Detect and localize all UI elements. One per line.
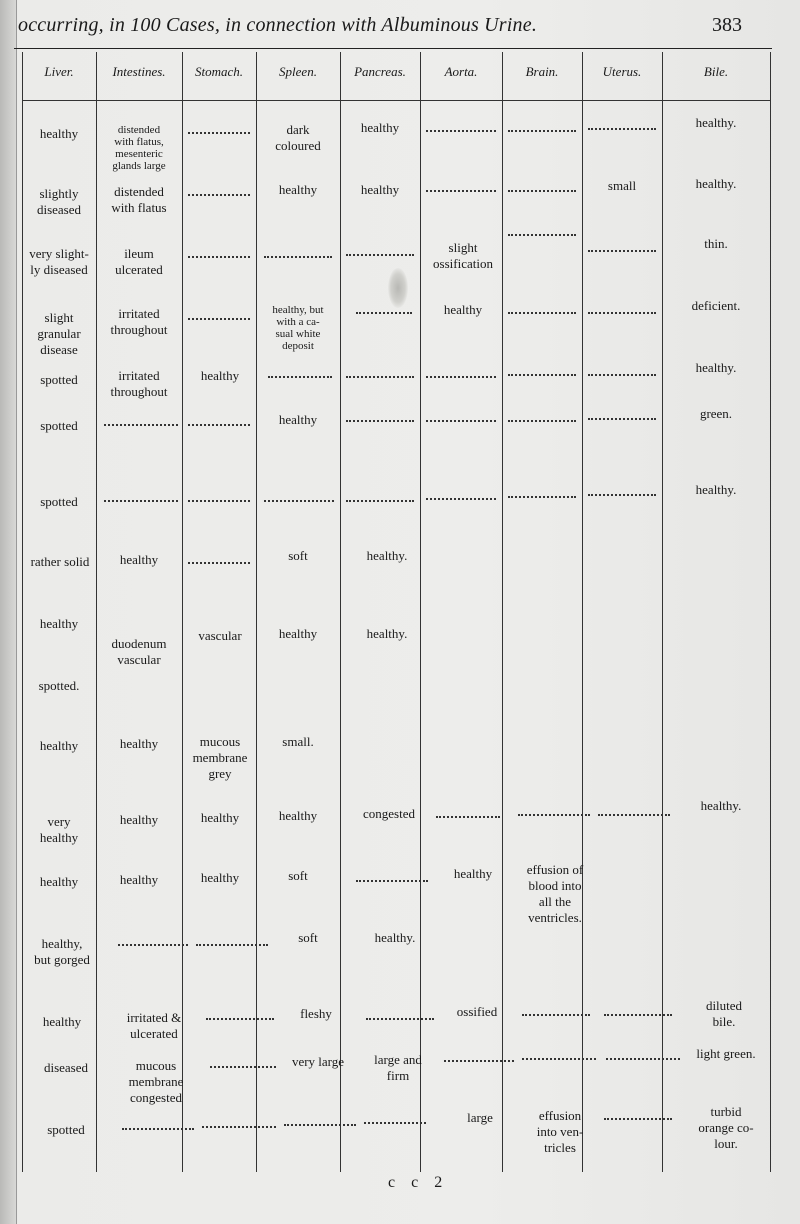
ditto-dots [604,1118,672,1120]
cell-line: membrane [192,750,248,765]
cell-spleen [258,122,338,154]
ditto-dots [426,376,496,378]
ditto-dots [188,256,250,258]
ditto-dots [346,500,414,502]
cell-line: mesenteric [115,148,163,160]
cell-liver: rather solid [30,554,90,569]
ditto-dots [588,128,656,130]
cell-line: slightly [39,186,79,201]
ditto-dots [118,944,188,946]
header-rule [22,100,770,101]
cell-intestines [112,1058,200,1106]
cell-intestines [98,636,180,668]
page-number: 383 [712,14,742,36]
ditto-dots [588,250,656,252]
cell-liver: spotted [40,372,78,387]
cell-bile: healthy. [695,115,737,130]
cell-liver [22,246,96,278]
ditto-dots [508,420,576,422]
cell-line: diseased [36,202,82,217]
cell-line: membrane [128,1074,184,1089]
cell-line: diluted [705,998,743,1013]
ditto-dots [202,1126,276,1128]
page-heading: occurring, in 100 Cases, in connection with Albuminous Urine. [18,14,538,36]
cell-aorta: healthy [453,866,493,881]
cell-liver: spotted [47,1122,85,1137]
column-rule [22,52,23,1172]
cell-line: ulcerated [115,262,163,277]
cell-line: duodenum [111,636,167,651]
book-binding [0,0,17,1224]
ditto-dots [188,424,250,426]
cell-line: effusion [538,1108,582,1123]
cell-stomach: healthy [200,810,240,825]
column-rule [182,52,183,1172]
column-rule [256,52,257,1172]
cell-line: orange co- [698,1120,754,1135]
cell-liver: healthy [42,1014,82,1029]
ditto-dots [598,814,670,816]
cell-pancreas: healthy. [366,626,408,641]
column-rule [770,52,771,1172]
cell-line: vascular [117,652,161,667]
cell-pancreas: healthy [360,182,400,197]
cell-line: ly diseased [30,262,88,277]
ditto-dots [606,1058,680,1060]
ditto-dots [508,130,576,132]
column-header-aorta: Aorta. [444,64,478,79]
column-rule [662,52,663,1172]
cell-liver: spotted [40,418,78,433]
cell-uterus: small [607,178,637,193]
cell-bile: healthy. [695,176,737,191]
column-rule [340,52,341,1172]
cell-line: tricles [544,1140,576,1155]
cell-spleen: soft [298,930,318,945]
cell-intestines: healthy [119,872,159,887]
cell-bile: healthy. [695,360,737,375]
cell-line: distended [114,184,164,199]
ditto-dots [588,418,656,420]
ditto-dots [588,494,656,496]
cell-line: healthy, [41,936,83,951]
ditto-dots [104,500,178,502]
ditto-dots [518,814,590,816]
column-header-uterus: Uterus. [602,64,642,79]
cell-line: but gorged [34,952,90,967]
cell-liver [24,186,94,218]
cell-line: grey [208,766,232,781]
ditto-dots [444,1060,514,1062]
cell-line: dark [286,122,310,137]
column-header-bile: Bile. [703,64,729,79]
cell-bile: healthy. [700,798,742,813]
cell-line: healthy [39,830,79,845]
column-header-stomach: Stomach. [194,64,244,79]
cell-line: effusion of [526,862,584,877]
ditto-dots [188,562,250,564]
cell-stomach: vascular [198,628,242,643]
ditto-dots [268,376,332,378]
cell-bile: light green. [696,1046,756,1061]
cell-line: granular [37,326,81,341]
cell-line: slight [44,310,74,325]
ditto-dots [426,130,496,132]
cell-bile: thin. [704,236,728,251]
cell-intestines [98,184,180,216]
cell-line: slight [448,240,478,255]
cell-bile: deficient. [691,298,741,313]
cell-intestines [98,306,180,338]
cell-line: throughout [110,322,168,337]
cell-spleen: healthy [278,808,318,823]
ditto-dots [196,944,268,946]
cell-line: irritated [118,306,160,321]
cell-intestines [98,124,180,172]
ditto-dots [188,194,250,196]
ditto-dots [426,190,496,192]
ditto-dots [604,1014,672,1016]
cell-spleen [258,304,338,352]
top-rule [14,48,772,49]
cell-line: with a ca- [276,316,320,328]
column-header-liver: Liver. [44,64,74,79]
ditto-dots [210,1066,276,1068]
cell-intestines: healthy [119,552,159,567]
cell-aorta: large [467,1110,493,1125]
cell-line: with flatus [111,200,167,215]
cell-line: all the [538,894,572,909]
ditto-dots [588,312,656,314]
cell-aorta: ossified [456,1004,498,1019]
cell-liver: healthy [39,874,79,889]
cell-line: large and [374,1052,422,1067]
cell-aorta: healthy [443,302,483,317]
cell-line: lour. [714,1136,738,1151]
cell-liver: spotted [40,494,78,509]
cell-line: mucous [135,1058,177,1073]
ditto-dots [356,880,428,882]
ditto-dots [284,1124,356,1126]
ditto-dots [508,374,576,376]
ditto-dots [346,420,414,422]
cell-line: mucous [199,734,241,749]
ditto-dots [508,190,576,192]
ditto-dots [122,1128,194,1130]
ditto-dots [588,374,656,376]
column-header-intestines: Intestines. [112,64,166,79]
ditto-dots [364,1122,426,1124]
cell-brain [520,1108,600,1156]
ditto-dots [426,420,496,422]
cell-line: firm [386,1068,410,1083]
ditto-dots [104,424,178,426]
cell-stomach: healthy [200,368,240,383]
cell-line: blood into [528,878,582,893]
ditto-dots [508,496,576,498]
cell-liver [24,310,94,358]
cell-liver [24,936,100,968]
cell-pancreas [360,1052,436,1084]
cell-line: turbid [710,1104,742,1119]
cell-line: healthy, but [272,304,324,316]
cell-line: very [47,814,71,829]
cell-liver: healthy [39,738,79,753]
cell-brain [512,862,598,926]
cell-liver: spotted. [38,678,80,693]
cell-line: ileum [124,246,154,261]
cell-line: ossification [433,256,493,271]
cell-pancreas: congested [363,806,415,821]
cell-line: ulcerated [130,1026,178,1041]
cell-pancreas: healthy [360,120,400,135]
ditto-dots [264,256,332,258]
cell-bile [680,998,768,1030]
cell-line: sual white [275,328,321,340]
column-rule [96,52,97,1172]
column-rule [582,52,583,1172]
cell-intestines [98,368,180,400]
cell-line: throughout [110,384,168,399]
cell-spleen: healthy [278,412,318,427]
ditto-dots [264,500,334,502]
ditto-dots [206,1018,274,1020]
column-header-spleen: Spleen. [279,64,317,79]
cell-line: coloured [275,138,321,153]
cell-line: bile. [712,1014,736,1029]
ditto-dots [356,312,412,314]
ditto-dots [346,376,414,378]
cell-line: deposit [282,340,314,352]
ditto-dots [188,318,250,320]
cell-intestines: healthy [119,812,159,827]
signature-mark: c c 2 [388,1174,449,1191]
ditto-dots [188,132,250,134]
cell-pancreas: healthy. [366,548,408,563]
cell-bile: healthy. [695,482,737,497]
cell-spleen: very large [291,1054,345,1069]
ditto-dots [508,234,576,236]
cell-spleen: healthy [278,626,318,641]
cell-intestines: healthy [119,736,159,751]
cell-liver: healthy [39,126,79,141]
cell-spleen: fleshy [300,1006,332,1021]
cell-aorta [422,240,504,272]
cell-stomach: healthy [200,870,240,885]
cell-line: irritated [118,368,160,383]
ditto-dots [346,254,414,256]
cell-line: ventricles. [528,910,582,925]
column-header-brain: Brain. [525,64,559,79]
cell-line: disease [40,342,78,357]
cell-bile: green. [699,406,733,421]
cell-line: glands large [112,160,166,172]
ditto-dots [366,1018,434,1020]
cell-line: distended [117,124,161,136]
cell-liver [24,814,94,846]
cell-spleen: small. [282,734,314,749]
cell-intestines [110,1010,198,1042]
cell-line: with flatus, [114,136,164,148]
cell-stomach [184,734,256,782]
cell-spleen: soft [288,548,308,563]
cell-pancreas: healthy. [374,930,416,945]
cell-line: very slight- [29,246,89,261]
cell-spleen: healthy [278,182,318,197]
cell-line: irritated & [126,1010,182,1025]
ditto-dots [436,816,500,818]
cell-liver: diseased [43,1060,89,1075]
cell-liver: healthy [39,616,79,631]
column-rule [420,52,421,1172]
ditto-dots [508,312,576,314]
ditto-dots [522,1014,590,1016]
ditto-dots [188,500,250,502]
cell-line: congested [130,1090,182,1105]
paper-stain [388,268,408,308]
column-header-pancreas: Pancreas. [354,64,406,79]
cell-intestines [98,246,180,278]
ditto-dots [426,498,496,500]
ditto-dots [522,1058,596,1060]
cell-line: into ven- [536,1124,584,1139]
cell-bile [680,1104,772,1152]
cell-spleen: soft [288,868,308,883]
